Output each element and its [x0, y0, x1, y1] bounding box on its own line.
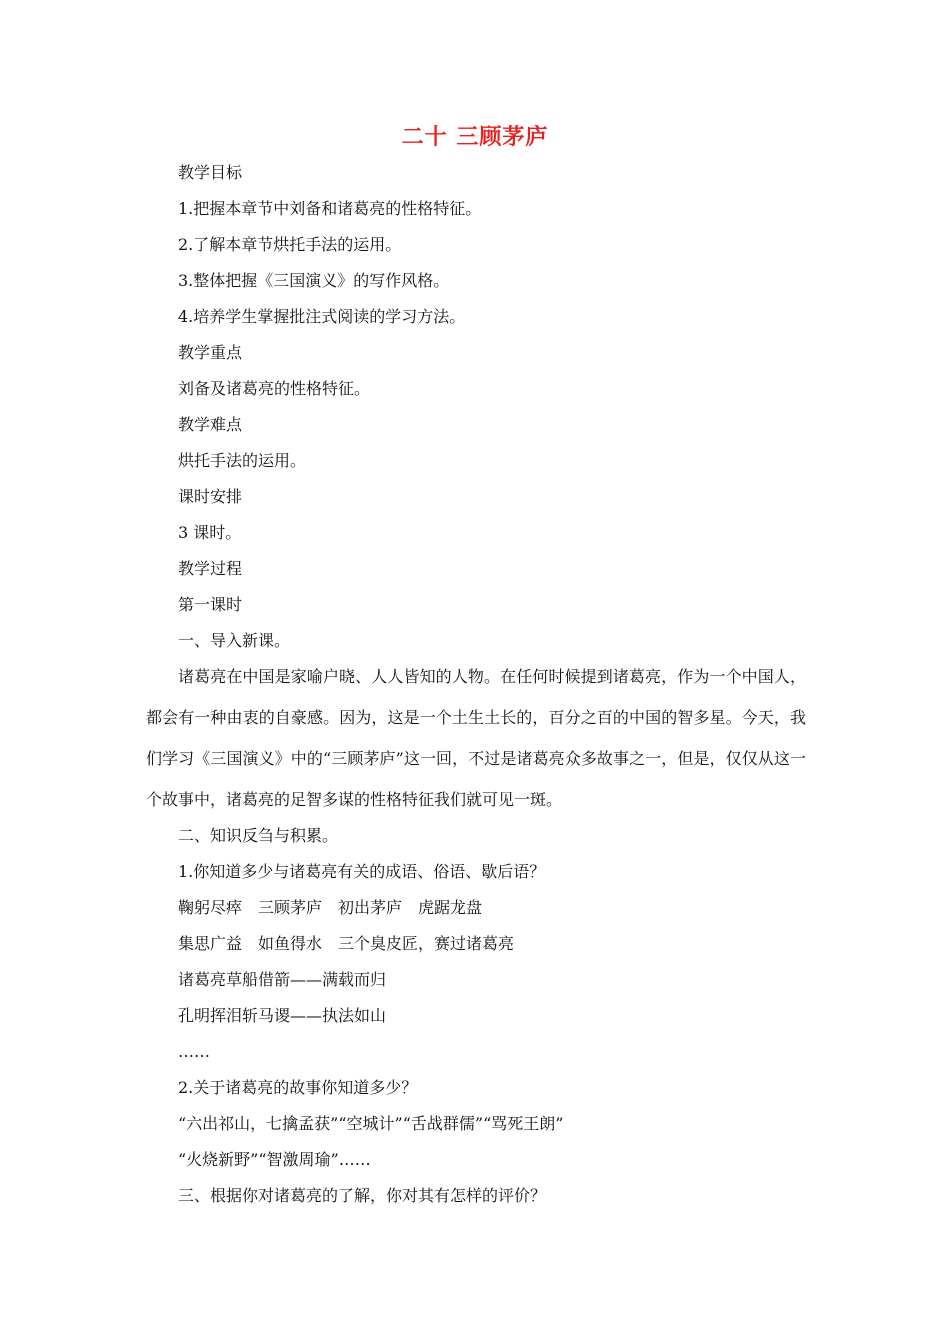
heading-process: 教学过程 — [178, 559, 243, 578]
idiom-list: 集思广益 如鱼得水 三个臭皮匠，赛过诸葛亮 — [178, 934, 515, 953]
heading-difficulties: 教学难点 — [178, 415, 243, 434]
difficulties-text: 烘托手法的运用。 — [178, 451, 307, 470]
objective-item: 2.了解本章节烘托手法的运用。 — [178, 235, 402, 254]
heading-first-lesson: 第一课时 — [178, 595, 243, 614]
heading-schedule: 课时安排 — [178, 487, 243, 506]
section-heading: 三、根据你对诸葛亮的了解，你对其有怎样的评价？ — [178, 1186, 547, 1205]
ellipsis: …… — [178, 1042, 210, 1061]
schedule-text: 3 课时。 — [178, 523, 242, 542]
section-heading: 一、导入新课。 — [178, 631, 291, 650]
objective-item: 4.培养学生掌握批注式阅读的学习方法。 — [178, 307, 466, 326]
heading-key-points: 教学重点 — [178, 343, 243, 362]
objective-item: 3.整体把握《三国演义》的写作风格。 — [178, 271, 450, 290]
story-list: “火烧新野”“智激周瑜”…… — [178, 1150, 371, 1169]
idiom-list: 鞠躬尽瘁 三顾茅庐 初出茅庐 虎踞龙盘 — [178, 898, 483, 917]
objective-item: 1.把握本章节中刘备和诸葛亮的性格特征。 — [178, 199, 482, 218]
question-item: 1.你知道多少与诸葛亮有关的成语、俗语、歇后语？ — [178, 862, 546, 881]
question-item: 2.关于诸葛亮的故事你知道多少？ — [178, 1078, 418, 1097]
key-points-text: 刘备及诸葛亮的性格特征。 — [178, 379, 371, 398]
saying-item: 诸葛亮草船借箭——满载而归 — [178, 970, 387, 989]
intro-paragraph: 诸葛亮在中国是家喻户晓、人人皆知的人物。在任何时候提到诸葛亮，作为一个中国人，都会有一种由衷的自豪感。因为，这是一个土生土长的，百分之百的中国的智多星。今天，我们学习《三国演义》中的“三顾茅庐”这一回，不过是诸葛亮众多故事之一，但是，仅仅从这一个故事中，诸葛亮的足智多谋的性格特征我们就可见一斑。 — [146, 667, 806, 809]
saying-item: 孔明挥泪斩马谡——执法如山 — [178, 1006, 387, 1025]
story-list: “六出祁山，七擒孟获”“空城计”“舌战群儒”“骂死王朗” — [178, 1114, 564, 1133]
heading-objectives: 教学目标 — [178, 163, 243, 182]
document-title: 二十 三顾茅庐 — [401, 125, 549, 150]
section-heading: 二、知识反刍与积累。 — [178, 826, 339, 845]
